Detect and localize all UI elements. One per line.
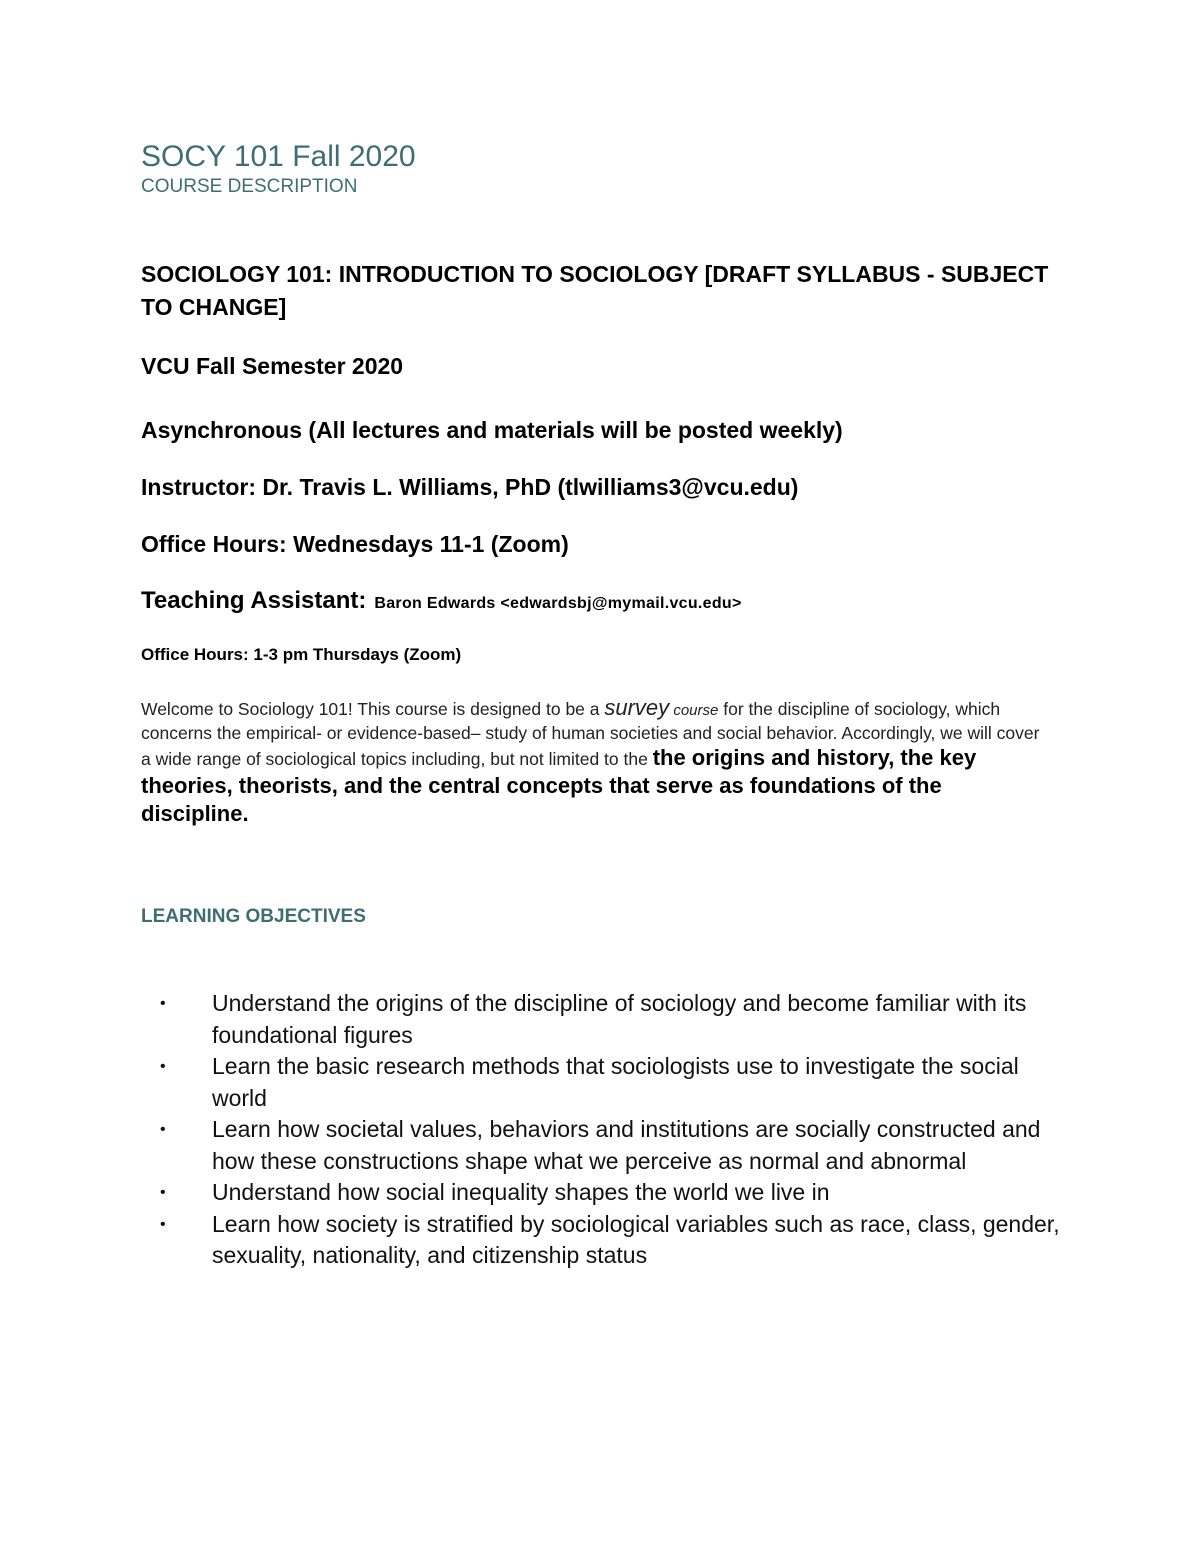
welcome-paragraph <box>141 697 1041 828</box>
ta-office-hours: Office Hours: 1-3 pm Thursdays (Zoom) <box>141 645 462 664</box>
objective-text: Learn how society is stratified by sociological variables such as race, class, gender, sexuality, nationality, and citizenship status <box>212 1210 1060 1268</box>
course-word: course <box>669 702 719 719</box>
objective-text: Understand how social inequality shapes the world we live in <box>212 1179 830 1205</box>
list-item <box>160 1114 1060 1177</box>
objective-text: Learn the basic research methods that sociologists use to investigate the social world <box>212 1053 1019 1111</box>
survey-word: survey <box>604 695 670 720</box>
welcome-text-1: Welcome to Sociology 101! This course is designed to be a <box>141 699 605 719</box>
course-title: SOCIOLOGY 101: INTRODUCTION TO SOCIOLOGY [DRAFT SYLLABUS - SUBJECT TO CHANGE] <box>141 261 1049 320</box>
list-item <box>160 1177 1060 1209</box>
bullet-icon: • <box>160 1215 166 1233</box>
bullet-icon: • <box>160 1121 166 1138</box>
bullet-icon: • <box>160 1184 166 1201</box>
learning-objectives-heading: LEARNING OBJECTIVES <box>141 906 366 927</box>
ta-contact: Baron Edwards <edwardsbj@mymail.vcu.edu> <box>374 595 742 612</box>
bullet-icon: • <box>160 1058 166 1075</box>
bullet-icon: • <box>160 995 166 1012</box>
welcome-text-2: for the discipline of sociology, which concerns the empirical- or evidence-based– study of human societies and social behavior. Accordingly, we will cover a wide range of sociological topics including, but not limited to the <box>141 699 1040 769</box>
learning-objectives-list <box>160 988 1060 1272</box>
welcome-emphasis: the origins and history, the key theories, theorists, and the central concepts that serve as foundations of the discipline. <box>141 745 977 826</box>
teaching-assistant-line <box>141 587 742 615</box>
list-item <box>160 1209 1060 1272</box>
ta-label: Teaching Assistant: <box>141 587 367 614</box>
course-code-heading: SOCY 101 Fall 2020 <box>141 140 416 173</box>
list-item <box>160 988 1060 1051</box>
instructor-office-hours: Office Hours: Wednesdays 11-1 (Zoom) <box>141 531 569 557</box>
course-format-line: Asynchronous (All lectures and materials will be posted weekly) <box>141 417 843 443</box>
objective-text: Understand the origins of the discipline of sociology and become familiar with its foundational figures <box>212 990 1027 1048</box>
list-item <box>160 1051 1060 1114</box>
objective-text: Learn how societal values, behaviors and institutions are socially constructed and how these constructions shape what we perceive as normal and abnormal <box>212 1116 1041 1174</box>
instructor-line: Instructor: Dr. Travis L. Williams, PhD (tlwilliams3@vcu.edu) <box>141 474 799 500</box>
semester-line: VCU Fall Semester 2020 <box>141 353 404 379</box>
course-description-label: COURSE DESCRIPTION <box>141 176 358 197</box>
